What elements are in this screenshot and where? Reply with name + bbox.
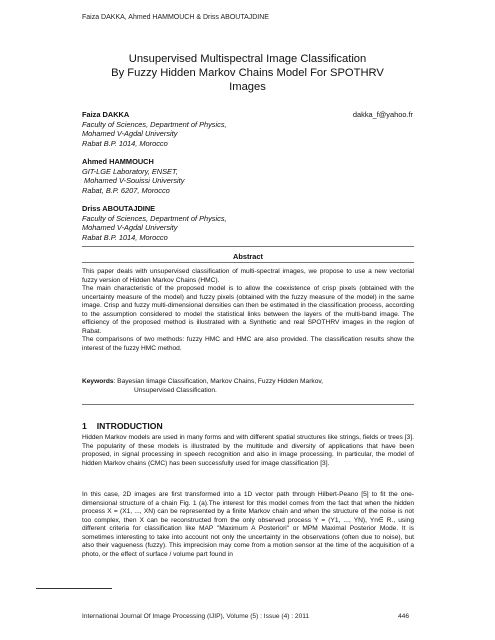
section-title: INTRODUCTION: [96, 421, 163, 431]
author-affiliation-line: Rabat, B.P. 6207, Morocco: [82, 185, 170, 195]
running-head: Faiza DAKKA, Ahmed HAMMOUCH & Driss ABOUTAJDINE: [82, 14, 269, 21]
author-affiliation-line: Mohamed V-Agdal University: [82, 223, 178, 233]
footnote-rule: [36, 588, 112, 589]
author-name: Faiza DAKKA: [82, 110, 130, 119]
intro-paragraph-1: Hidden Markov models are used in many forms and with different spatial structures like strings, fields or trees [3]. The popularity of these models is illustrated by the multitude and diversity of applications that have been proposed, in signal processing in speech recognition and also in image processing. In particular, the model of hidden Markov chains (CMC) has been successfully used for image classification [3].: [82, 434, 414, 467]
author-affiliation-line: Faculty of Sciences, Department of Physics,: [82, 213, 227, 223]
keywords-text: : Bayesian Iimage Classification, Markov Chains, Fuzzy Hidden Markov,: [113, 378, 324, 385]
abstract-heading: Abstract: [233, 252, 263, 261]
author-affiliation-line: Mohamed V-Souissi University: [82, 176, 185, 186]
keywords-rule: [82, 404, 414, 405]
title-line: Images: [229, 81, 266, 93]
paper-title: [60, 52, 435, 94]
author-name: Driss ABOUTAJDINE: [82, 204, 156, 213]
author-block-1: [82, 110, 227, 148]
author-affiliation-line: Rabat B.P. 1014, Morocco: [82, 138, 168, 148]
author-affiliation-line: Mohamed V-Agdal University: [82, 129, 178, 139]
abstract-paragraph: This paper deals with unsupervised classification of multi-spectral images, we propose to use a new vectorial fuzzy version of Hidden Markov Chains (HMC).: [82, 268, 414, 284]
author-block-2: [82, 157, 184, 195]
title-line: Unsupervised Multispectral Image Classification: [128, 53, 367, 65]
abstract-paragraph: The main characteristic of the proposed model is to allow the coexistence of crisp pixels (obtained with the uncertainty measure of the model) and fuzzy pixels (obtained with the fuzzy measure of the model) in the same image. Crisp and fuzzy multi-dimensional densities can then be estimated in the classification process, according to the assumption considered to model the statistical links between the layers of the multi-band image. The efficiency of the proposed method is illustrated with a Synthetic and real SPOTHRV images in the region of Rabat.: [82, 285, 414, 335]
abstract-heading-rule: [82, 262, 414, 263]
keywords-continuation: Unsupervised Classification.: [134, 386, 217, 394]
author-affiliation-line: Rabat B.P. 1014, Morocco: [82, 232, 168, 242]
keywords-label: Keywords: [82, 378, 114, 385]
journal-footer: International Journal Of Image Processing (IJIP), Volume (5) : Issue (4) : 2011: [82, 613, 310, 620]
author-affiliation-line: GIT-LGE Laboratory, ENSET,: [82, 166, 178, 176]
author-email[interactable]: dakka_f@yahoo.fr: [352, 110, 413, 119]
author-block-3: [82, 204, 227, 242]
title-line: By Fuzzy Hidden Markov Chains Model For SPOTHRV: [111, 67, 384, 79]
section-heading: [82, 421, 163, 431]
abstract-paragraph: The comparisons of two methods: fuzzy HMC and HMC are also provided. The classification results show the interest of the fuzzy HMC method.: [82, 336, 414, 352]
abstract-body: [82, 268, 414, 353]
author-affiliation-line: Faculty of Sciences, Department of Physics,: [82, 119, 227, 129]
section-number: 1: [82, 421, 87, 431]
keywords: [82, 378, 414, 395]
intro-paragraph-2: In this case, 2D images are first transformed into a 1D vector path through Hilbert-Peano [5] to fit the one-dimensional structure of a chain Fig. 1 (a).The interest for this model comes from the fact that when the hidden process X = (X1, ..., XN) can be represented by a finite Markov chain and when the structure of the noise is not too complex, then X can be reconstructed from the only observed process Y = (Y1, ..., YN), Yn∈ R., using different criteria for classification like MAP "Maximum A Posteriori" or MPM Maximal Posterior Mode. It is sometimes interesting to take into account not only the uncertainty in the observations (often due to noise), but also their vagueness (fuzzy). This imprecision may come from a motion sensor at the time of the acquisition of a photo, or the effect of surface / volume part found in: [82, 491, 414, 558]
author-name: Ahmed HAMMOUCH: [82, 157, 154, 166]
page-number: 446: [398, 613, 410, 620]
abstract-top-rule: [82, 246, 414, 247]
